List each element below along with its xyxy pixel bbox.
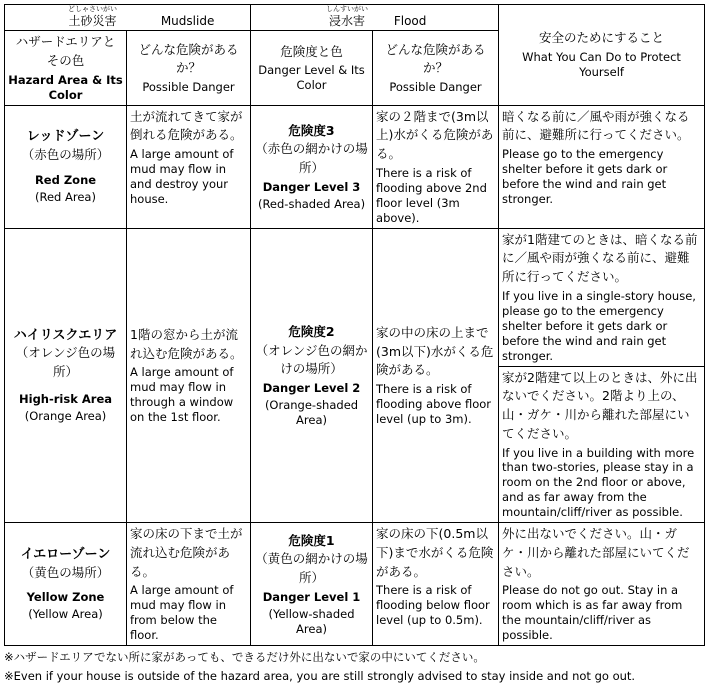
- red-zone-sub-en: (Red Area): [35, 189, 96, 204]
- red-zone-jp: レッドゾーン: [26, 129, 105, 145]
- safety-header-jp: 安全のためにすること: [539, 30, 665, 46]
- orange-level-sub-en: (Orange-shaded Area): [264, 398, 359, 427]
- footer-notes: [4, 648, 704, 685]
- red-action-jp: 暗くなる前に／風や雨が強くなる前に、避難所に行ってください。: [502, 108, 690, 143]
- yellow-action-en: Please do not go out. Stay in a room which is as far away from the mountain/cliff/river as possible.: [502, 583, 683, 643]
- yellow-zone-jp: イエローゾーン: [20, 547, 111, 563]
- mud-danger-header: [127, 31, 251, 105]
- yellow-mud-jp: 家の床の下まで土が流れ込む危険がある。: [130, 526, 243, 579]
- orange-level-sub-jp: （オレンジ色の網かけの場所）: [255, 342, 368, 377]
- orange-action-single-story-cell: [499, 228, 705, 366]
- orange-zone-row: [5, 228, 705, 366]
- flood-danger-header-jp: どんな危険がある か？: [385, 41, 486, 76]
- mudslide-header-en: Mudslide: [160, 14, 215, 28]
- orange-zone-cell: [5, 228, 127, 523]
- red-mud-en: A large amount of mud may flow in and destroy your house.: [130, 147, 234, 206]
- yellow-level-en: Danger Level 1: [262, 589, 361, 604]
- yellow-action-cell: [499, 523, 705, 646]
- orange-mud-cell: [127, 228, 251, 523]
- flood-danger-header: [373, 31, 499, 105]
- orange-level-jp: 危険度2: [288, 323, 335, 339]
- red-flood-cell: [373, 105, 499, 228]
- yellow-zone-cell: [5, 523, 127, 646]
- yellow-flood-jp: 家の床の下(0.5m以下)まで水がくる危険がある。: [376, 526, 494, 579]
- danger-level-header-jp: 危険度と色: [280, 43, 343, 59]
- red-mud-jp: 土が流れてきて家が倒れる危険がある。: [130, 108, 243, 143]
- safety-header: [499, 5, 705, 106]
- flood-ruby: しんすいがい: [326, 5, 369, 13]
- hazard-area-header-jp: ハザードエリアと その色: [15, 34, 116, 68]
- red-zone-en: Red Zone: [34, 172, 97, 187]
- yellow-level-jp: 危険度1: [288, 532, 335, 548]
- hazard-area-header-en: Hazard Area & Its Color: [8, 72, 123, 102]
- orange-zone-jp: ハイリスクエリア: [13, 327, 118, 343]
- orange-zone-sub-jp: （オレンジ色の場所）: [15, 345, 116, 380]
- red-level-en: Danger Level 3: [262, 179, 361, 194]
- footer-note-en: ※Even if your house is outside of the hazard area, you are still strongly advised to stay inside and not go out.: [4, 668, 636, 683]
- yellow-flood-en: There is a risk of flooding below floor level (up to 0.5m).: [376, 583, 490, 628]
- orange-zone-en: High-risk Area: [19, 391, 112, 406]
- yellow-zone-row: [5, 523, 705, 646]
- yellow-level-sub-en: (Yellow-shaded Area): [268, 606, 355, 636]
- danger-level-header-en: Danger Level & Its Color: [258, 63, 365, 93]
- yellow-level-cell: [251, 523, 373, 646]
- red-level-cell: [251, 105, 373, 228]
- yellow-level-sub-jp: （黄色の網かけの場所）: [255, 551, 368, 586]
- orange-flood-jp: 家の中の床の上まで(3m以下)水がくる危険がある。: [376, 324, 494, 378]
- orange-action-a-en: If you live in a single-story house, please go to the emergency shelter before it gets dark or before the wind and rain get stronger.: [502, 288, 696, 363]
- orange-zone-sub-en: (Orange Area): [24, 408, 107, 423]
- mudslide-ruby: どしゃさいがい: [68, 5, 117, 13]
- red-zone-row: [5, 105, 705, 228]
- red-level-sub-en: (Red-shaded Area): [257, 196, 366, 211]
- flood-header-jp: 浸水害: [329, 14, 366, 28]
- orange-level-en: Danger Level 2: [262, 381, 361, 396]
- flood-header-en: Flood: [393, 14, 427, 28]
- yellow-zone-en: Yellow Zone: [26, 590, 105, 605]
- red-level-jp: 危険度3: [288, 122, 335, 138]
- red-zone-cell: [5, 105, 127, 228]
- mud-danger-header-jp: どんな危険がある か？: [138, 41, 239, 76]
- orange-action-b-jp: 家が2階建て以上のときは、外に出ないでください。2階より上の、山・ガケ・川から離れた部屋にいてください。: [502, 369, 698, 441]
- hazard-table: [4, 4, 705, 646]
- orange-flood-en: There is a risk of flooding above floor level (up to 3m).: [376, 382, 492, 426]
- red-zone-sub-jp: （赤色の場所）: [21, 147, 110, 163]
- orange-flood-cell: [373, 228, 499, 523]
- red-action-en: Please go to the emergency shelter before it gets dark or before the wind and rain get stronger.: [502, 147, 668, 206]
- mudslide-header: [5, 5, 251, 31]
- red-flood-en: There is a risk of flooding above 2nd floor level (3m above).: [376, 165, 487, 225]
- category-header-row: [5, 5, 705, 31]
- red-level-sub-jp: （赤色の網かけの場所）: [255, 141, 368, 175]
- yellow-action-jp: 外に出ないでください。山・ガケ・川から離れた部屋にいてください。: [502, 526, 690, 579]
- orange-level-cell: [251, 228, 373, 523]
- footer-note-jp: ※ハザードエリアでない所に家があっても、できるだけ外に出ないで家の中にいてください。: [4, 650, 485, 665]
- red-mud-cell: [127, 105, 251, 228]
- mud-danger-header-en: Possible Danger: [142, 80, 235, 95]
- yellow-mud-cell: [127, 523, 251, 646]
- orange-mud-en: A large amount of mud may flow in through a window on the 1st floor.: [130, 365, 234, 425]
- mudslide-header-jp: 土砂災害: [68, 14, 117, 28]
- orange-mud-jp: 1階の窓から土が流れ込む危険がある。: [130, 326, 243, 361]
- red-action-cell: [499, 105, 705, 228]
- safety-header-en: What You Can Do to Protect Yourself: [522, 50, 681, 80]
- orange-action-a-jp: 家が1階建てのときは、暗くなる前に／風や雨が強くなる前に、避難所に行ってください。: [502, 231, 698, 285]
- hazard-table-document: [4, 4, 704, 685]
- flood-danger-header-en: Possible Danger: [389, 80, 482, 95]
- flood-header: [251, 5, 499, 31]
- yellow-zone-sub-jp: （黄色の場所）: [21, 564, 110, 580]
- orange-action-b-en: If you live in a building with more than two-stories, please stay in a room on the 2nd floor or above, and as far away from the mountain/cliff/river as possible.: [502, 445, 695, 520]
- red-flood-jp: 家の２階まで(3m以上)水がくる危険がある。: [376, 108, 494, 162]
- orange-action-multi-story-cell: [499, 366, 705, 523]
- yellow-mud-en: A large amount of mud may flow in from below the floor.: [130, 583, 234, 643]
- danger-level-header: [251, 31, 373, 105]
- yellow-zone-sub-en: (Yellow Area): [28, 607, 103, 622]
- hazard-area-header: [5, 31, 127, 105]
- yellow-flood-cell: [373, 523, 499, 646]
